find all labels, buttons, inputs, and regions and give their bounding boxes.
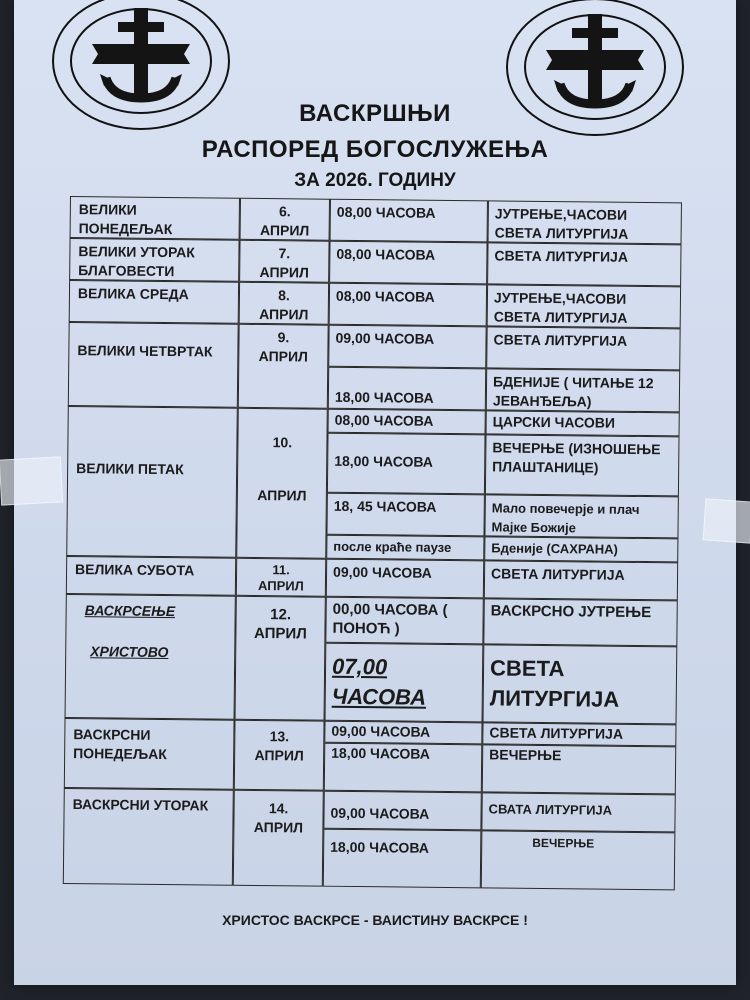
date-month: АПРИЛ [253, 818, 304, 836]
service-cell: Мало повечерје и плач Мајке Божије [484, 494, 678, 538]
date-number: 13. [269, 728, 290, 745]
date-number: 7. [278, 245, 291, 262]
time-cell: 09,00 ЧАСОВА [328, 325, 486, 369]
time-cell: 09,00 ЧАСОВА [326, 559, 484, 599]
title-line-1: ВАСКРШЊИ [299, 100, 451, 127]
time-cell: 00,00 ЧАСОВА ( ПОНОЋ ) [325, 597, 483, 645]
time-cell: 08,00 ЧАСОВА [329, 283, 487, 327]
time-cell: 18,00 ЧАСОВА [328, 367, 486, 411]
time-cell: 08,00 ЧАСОВА [330, 199, 488, 243]
day-cell: ВЕЛИКИ ПОНЕДЕЉАК [70, 196, 240, 240]
title-line-3: ЗА 2026. ГОДИНУ [294, 170, 456, 191]
date-cell [239, 240, 329, 283]
service-cell: СВЕТА ЛИТУРГИЈА [482, 722, 676, 746]
day-line-2: ХРИСТОВО [90, 643, 169, 661]
day-cell: ВЕЛИКА СРЕДА [69, 280, 239, 324]
day-line-1: ВАСКРСЕЊЕ [84, 602, 176, 620]
date-cell [236, 558, 326, 597]
time-cell: 09,00 ЧАСОВА [323, 791, 481, 831]
service-cell: ЈУТРЕЊЕ,ЧАСОВИ СВЕТА ЛИТУРГИЈА [487, 284, 681, 328]
service-cell: СВЕТА ЛИТУРГИЈА [486, 326, 680, 370]
service-cell: ВЕЧЕРЊЕ (ИЗНОШЕЊЕ ПЛАШТАНИЦЕ) [485, 434, 680, 496]
service-cell: СВАТА ЛИТУРГИЈА [481, 792, 675, 832]
date-month: АПРИЛ [254, 746, 304, 764]
date-number: 14. [268, 800, 289, 817]
tape-strip [703, 498, 750, 543]
service-cell: Бденије (САХРАНА) [484, 536, 678, 562]
date-cell [235, 596, 326, 721]
date-month: АПРИЛ [257, 486, 307, 504]
time-cell: 08,00 ЧАСОВА [328, 409, 486, 435]
day-cell: ВЕЛИКИ ЧЕТВРТАК [68, 322, 239, 408]
date-cell [239, 282, 329, 325]
date-month: АПРИЛ [253, 624, 307, 643]
service-cell: ЦАРСКИ ЧАСОВИ [486, 410, 680, 436]
date-number: 12. [270, 606, 292, 624]
date-month: АПРИЛ [257, 577, 304, 594]
time-cell: 18,00 ЧАСОВА [323, 829, 482, 889]
time-cell: после краће паузе [326, 535, 484, 561]
day-cell: ВЕЛИКА СУБОТА [66, 556, 236, 596]
service-cell: ЈУТРЕЊЕ,ЧАСОВИ СВЕТА ЛИТУРГИЈА [488, 200, 682, 244]
service-cell: БДЕНИЈЕ ( ЧИТАЊЕ 12 ЈЕВАНЂЕЉА) [486, 368, 680, 412]
date-cell [233, 790, 324, 887]
date-cell [234, 720, 325, 791]
date-number: 6. [278, 203, 291, 220]
service-cell: СВЕТА ЛИТУРГИЈА [484, 560, 678, 600]
date-month: АПРИЛ [259, 263, 309, 281]
notice-paper [14, 0, 736, 985]
tape-strip [0, 456, 63, 505]
service-cell: ВАСКРСНО ЈУТРЕЊЕ [483, 598, 677, 646]
date-number: 11. [272, 562, 290, 578]
time-cell-highlight: 07,00 ЧАСОВА [325, 643, 484, 723]
date-month: АПРИЛ [259, 221, 310, 239]
date-number: 10. [272, 434, 293, 451]
time-cell: 18, 45 ЧАСОВА [326, 493, 484, 537]
date-cell [236, 408, 328, 559]
service-cell: ВЕЧЕРЊЕ [482, 744, 676, 794]
time-cell: 08,00 ЧАСОВА [329, 241, 487, 285]
day-cell: ВЕЛИКИ ПЕТАК [66, 406, 238, 558]
date-cell [240, 198, 330, 241]
date-month: АПРИЛ [258, 347, 309, 365]
date-number: 8. [278, 287, 290, 304]
service-cell-highlight: СВЕТА ЛИТУРГИЈА [483, 644, 678, 724]
time-cell: 18,00 ЧАСОВА [327, 433, 486, 495]
day-cell [65, 594, 236, 720]
day-cell: ВЕЛИКИ УТОРАК БЛАГОВЕСТИ [69, 238, 239, 282]
footer-greeting: ХРИСТОС ВАСКРСЕ - ВАИСТИНУ ВАСКРСЕ ! [222, 912, 528, 928]
day-cell: ВАСКРСНИ ПОНЕДЕЉАК [64, 718, 235, 790]
time-cell: 18,00 ЧАСОВА [324, 743, 482, 793]
date-number: 9. [277, 329, 290, 346]
date-cell [238, 324, 329, 409]
service-cell: ВЕЧЕРЊЕ [481, 830, 676, 890]
schedule-table [63, 196, 682, 900]
service-cell: СВЕТА ЛИТУРГИЈА [487, 242, 681, 286]
title-line-2: РАСПОРЕД БОГОСЛУЖЕЊА [201, 136, 549, 163]
time-cell: 09,00 ЧАСОВА [324, 721, 482, 745]
date-month: АПРИЛ [259, 305, 309, 323]
day-cell: ВАСКРСНИ УТОРАК [63, 788, 234, 886]
